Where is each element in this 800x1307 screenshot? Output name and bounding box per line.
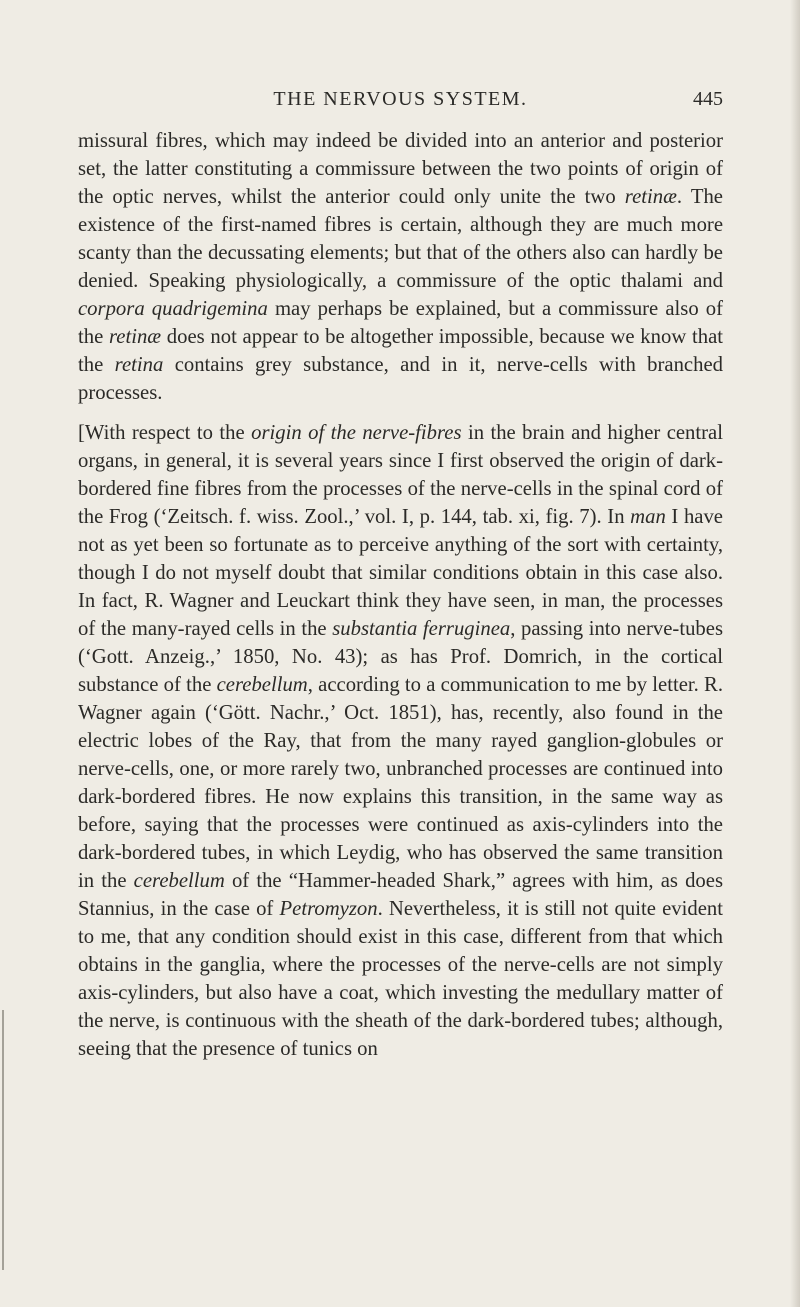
italic-text-run: substantia ferruginea — [332, 618, 511, 640]
italic-text-run: cerebellum — [133, 870, 225, 892]
text-run: [With respect to the — [78, 422, 252, 444]
text-run: , passing into nerve-tubes (‘Gott. Anzeig.,’ 1850, No. 43); as has Prof. Domrich, in the cortical substance of the — [78, 618, 723, 696]
text-run: , according to a communication to me by letter. R. Wagner again (‘Gött. Nachr.,’ Oct. 1851), has, recently, also found in the electric lobes of the Ray, that from the many rayed ganglion-globules or nerve-cells, one, or more rarely two, unbranched processes are continued into dark-bordered fibres. He now explains this transition, in the same way as before, saying that the processes were continued as axis-cylinders into the dark-bordered tubes, in which Leydig, who has observed the same transition in the — [78, 674, 723, 892]
text-run: . The existence of the first-named fibres is certain, although they are much more scanty than the decussating elements; but that of the others also can hardly be denied. Speaking physiologically, a commissure of the optic thalami and — [78, 186, 723, 292]
text-run: may perhaps be explained, but a commissure also of the — [78, 298, 723, 348]
italic-text-run: retinæ — [624, 186, 677, 208]
paragraph-origin-of-nerve-fibres — [78, 419, 723, 1063]
page-edge-shadow — [790, 0, 800, 1307]
italic-text-run: Petromyzon — [279, 898, 378, 920]
text-run: . Nevertheless, it is still not quite evident to me, that any condition should exist in this case, different from that which obtains in the ganglia, where the processes of the nerve-cells are not simply axis-cylinders, but also have a coat, which investing the medullary matter of the nerve, is continuous with the sheath of the dark-bordered tubes; although, seeing that the presence of tunics on — [78, 898, 723, 1060]
italic-text-run: corpora quadrigemina — [78, 298, 268, 320]
text-run: I have not as yet been so fortunate as to perceive anything of the sort with certainty, though I do not myself doubt that similar conditions obtain in this case also. In fact, R. Wagner and Leuckart think they have seen, in man, the processes of the many-rayed cells in the — [78, 506, 723, 640]
running-head — [78, 88, 723, 118]
page-number: 445 — [693, 88, 723, 110]
italic-text-run: retina — [114, 354, 164, 376]
running-title: THE NERVOUS SYSTEM. — [273, 88, 528, 110]
text-run: of the “Hammer-headed Shark,” agrees with him, as does Stannius, in the case of — [78, 870, 723, 920]
text-run: contains grey substance, and in it, nerve-cells with branched processes. — [78, 354, 723, 404]
paragraph-commissure — [78, 127, 723, 407]
italic-text-run: man — [630, 506, 666, 528]
binding-mark — [2, 1010, 4, 1270]
text-run: in the brain and higher central organs, in general, it is several years since I first observed the origin of dark-bordered fine fibres from the processes of the nerve-cells in the spinal cord of the Frog (‘Zeitsch. f. wiss. Zool.,’ vol. I, p. 144, tab. xi, fig. 7). In — [78, 422, 723, 528]
italic-text-run: origin of the nerve-fibres — [251, 422, 462, 444]
italic-text-run: cerebellum — [216, 674, 308, 696]
text-run: does not appear to be altogether impossible, because we know that the — [78, 326, 723, 376]
italic-text-run: retinæ — [108, 326, 162, 348]
text-run: missural fibres, which may indeed be divided into an anterior and posterior set, the latter constituting a commissure between the two points of origin of the optic nerves, whilst the anterior could only unite the two — [78, 130, 723, 208]
body-text — [78, 127, 723, 1063]
